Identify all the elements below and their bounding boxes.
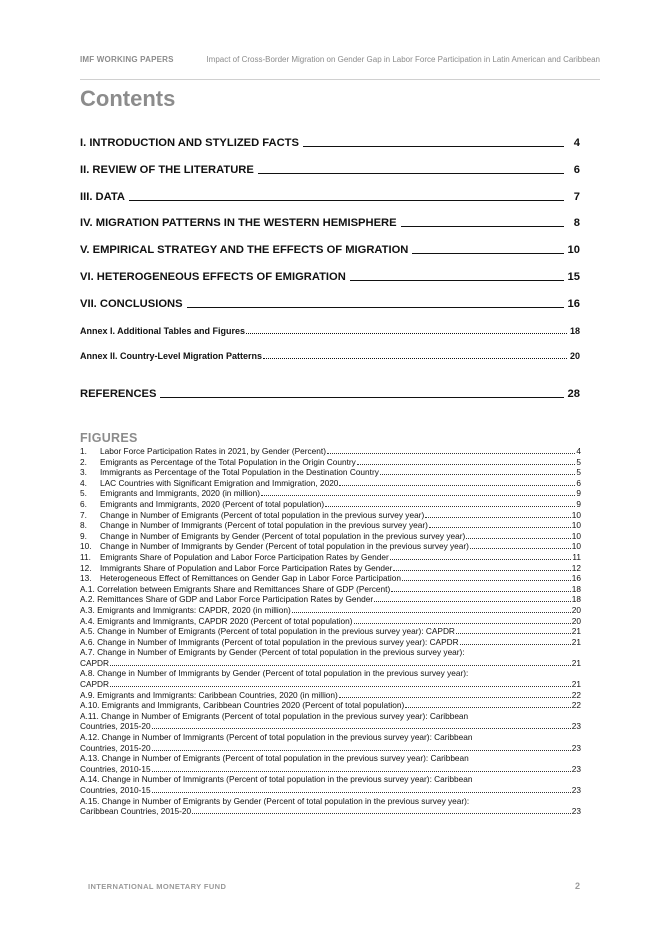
- toc-entry-annex-2[interactable]: [80, 349, 580, 361]
- figures-heading: FIGURES: [80, 431, 138, 445]
- figure-number: 4.: [80, 477, 87, 488]
- figure-number: 10.: [80, 541, 92, 552]
- figure-title: Emigrants as Percentage of the Total Population in the Origin Country: [100, 456, 356, 467]
- toc-entry-page: 7: [573, 191, 580, 203]
- figure-number: 7.: [80, 509, 87, 520]
- figure-entry[interactable]: [80, 594, 581, 605]
- figure-number: 12.: [80, 562, 92, 573]
- leader-dots: [325, 506, 575, 507]
- figure-entry[interactable]: [80, 573, 581, 584]
- figure-page: 21: [571, 636, 581, 647]
- figure-number: 8.: [80, 520, 87, 531]
- toc-entry-label: V. EMPIRICAL STRATEGY AND THE EFFECTS OF MIGRATION: [80, 244, 409, 256]
- leader-line: [401, 226, 564, 227]
- figure-number: 13.: [80, 573, 92, 584]
- figure-entry[interactable]: [80, 563, 581, 574]
- toc-entry-introduction[interactable]: [80, 135, 580, 149]
- figure-page: 4: [576, 446, 581, 456]
- series-name: IMF WORKING PAPERS: [80, 55, 174, 64]
- figure-entry[interactable]: [80, 668, 581, 689]
- figure-title: A.12. Change in Number of Immigrants (Percent of total population in the previous survey year): Caribbean: [80, 732, 473, 743]
- figure-title: A.11. Change in Number of Emigrants (Percent of total population in the previous survey year): Caribbean: [80, 710, 469, 721]
- figure-title-continued: Countries, 2015-20: [80, 742, 151, 753]
- figure-title: Emigrants Share of Population and Labor Force Participation Rates by Gender: [100, 551, 389, 562]
- figure-title: Emigrants and Immigrants, 2020 (in million): [100, 488, 261, 499]
- figure-title: Emigrants and Immigrants, 2020 (Percent of total population): [100, 498, 325, 509]
- leader-line: [303, 146, 564, 147]
- leader-dots: [339, 697, 571, 698]
- leader-line: [187, 307, 564, 308]
- leader-dots: [152, 792, 571, 793]
- figure-page: 21: [571, 657, 581, 668]
- leader-dots: [374, 601, 571, 602]
- figure-entry[interactable]: [80, 552, 581, 563]
- figure-page: 11: [572, 551, 581, 562]
- leader-dots: [456, 633, 571, 634]
- figure-page: 23: [571, 721, 581, 732]
- leader-line: [350, 280, 564, 281]
- leader-dots: [391, 591, 571, 592]
- figure-entry[interactable]: [80, 446, 581, 457]
- running-title: Impact of Cross-Border Migration on Gender Gap in Labor Force Participation in Latin American and Caribbean: [206, 55, 600, 64]
- leader-dots: [425, 517, 571, 518]
- figure-title: Change in Number of Immigrants by Gender (Percent of total population in the previous survey year): [100, 541, 469, 552]
- leader-line: [412, 253, 563, 254]
- figure-page: 16: [571, 573, 581, 584]
- figure-entry[interactable]: [80, 647, 581, 668]
- toc-entry-label: IV. MIGRATION PATTERNS IN THE WESTERN HEMISPHERE: [80, 217, 397, 229]
- leader-dots: [393, 570, 570, 571]
- leader-dots: [152, 750, 571, 751]
- figure-entry[interactable]: [80, 637, 581, 648]
- figure-page: 10: [571, 530, 581, 541]
- footer-publisher: INTERNATIONAL MONETARY FUND: [88, 882, 227, 891]
- toc-entry-heterogeneous-effects[interactable]: [80, 269, 580, 283]
- toc-entry-annex-1[interactable]: [80, 324, 580, 336]
- toc-entry-conclusions[interactable]: [80, 296, 580, 310]
- toc-entry-page: 16: [567, 298, 580, 310]
- leader-line: [160, 397, 563, 398]
- leader-dots: [470, 548, 571, 549]
- leader-dots: [429, 527, 571, 528]
- figure-entry[interactable]: [80, 457, 581, 468]
- leader-dots: [357, 464, 576, 465]
- figure-page: 23: [571, 742, 581, 753]
- leader-dots: [263, 358, 567, 359]
- figure-number: 1.: [80, 446, 87, 456]
- toc-entry-label: Annex II. Country-Level Migration Patterns: [80, 351, 263, 361]
- toc-entry-migration-patterns[interactable]: [80, 215, 580, 229]
- figure-title: Change in Number of Emigrants by Gender (Percent of total population in the previous survey year): [100, 530, 466, 541]
- figure-number: 6.: [80, 498, 87, 509]
- figure-entry[interactable]: [80, 488, 581, 499]
- toc-entry-label: REFERENCES: [80, 388, 157, 400]
- figure-title: A.10. Emigrants and Immigrants, Caribbean Countries 2020 (Percent of total population): [80, 700, 405, 711]
- figure-page: 9: [576, 488, 581, 499]
- figure-page: 5: [576, 467, 581, 478]
- leader-line: [258, 173, 564, 174]
- toc-entry-label: II. REVIEW OF THE LITERATURE: [80, 164, 254, 176]
- toc-entry-label: VII. CONCLUSIONS: [80, 298, 183, 310]
- toc-entry-page: 15: [567, 271, 580, 283]
- figure-page: 20: [571, 604, 581, 615]
- figure-entry[interactable]: [80, 531, 581, 542]
- figure-entry[interactable]: [80, 774, 581, 795]
- figure-title: Change in Number of Emigrants (Percent of total population in the previous survey year): [100, 509, 425, 520]
- figure-entry[interactable]: [80, 467, 581, 478]
- leader-dots: [327, 453, 575, 454]
- figure-title-continued: Countries, 2015-20: [80, 721, 151, 732]
- figure-entry[interactable]: [80, 605, 581, 616]
- figure-title: A.14. Change in Number of Immigrants (Percent of total population in the previous survey year): Caribbean: [80, 774, 473, 785]
- toc-entry-page: 28: [567, 388, 580, 400]
- figure-entry[interactable]: [80, 510, 581, 521]
- toc-entry-page: 4: [573, 137, 580, 149]
- toc-entry-label: VI. HETEROGENEOUS EFFECTS OF EMIGRATION: [80, 271, 346, 283]
- figure-page: 12: [571, 562, 581, 573]
- leader-dots: [152, 728, 571, 729]
- figure-page: 23: [571, 763, 581, 774]
- toc-entry-label: III. DATA: [80, 191, 125, 203]
- figure-title: A.1. Correlation between Emigrants Share and Remittances Share of GDP (Percent): [80, 583, 391, 594]
- toc-entry-label: Annex I. Additional Tables and Figures: [80, 326, 246, 336]
- figure-title: A.6. Change in Number of Immigrants (Percent of total population in the previous survey year): CAPDR: [80, 636, 459, 647]
- page-title: Contents: [80, 86, 176, 111]
- figure-entry[interactable]: [80, 732, 581, 753]
- leader-dots: [466, 538, 571, 539]
- leader-dots: [110, 686, 571, 687]
- figure-page: 18: [571, 583, 581, 594]
- figure-number: 9.: [80, 530, 87, 541]
- figure-title: A.15. Change in Number of Emigrants by Gender (Percent of total population in the previous survey year):: [80, 795, 470, 806]
- figure-page: 5: [576, 456, 581, 467]
- toc-entry-references[interactable]: [80, 386, 580, 400]
- leader-dots: [246, 333, 567, 334]
- leader-dots: [152, 771, 571, 772]
- figure-entry[interactable]: [80, 520, 581, 531]
- figure-entry[interactable]: [80, 690, 581, 701]
- leader-dots: [110, 665, 571, 666]
- figure-entry[interactable]: [80, 499, 581, 510]
- figure-page: 10: [571, 520, 581, 531]
- figure-page: 21: [571, 679, 581, 690]
- leader-line: [129, 200, 564, 201]
- figure-page: 22: [571, 700, 581, 711]
- figure-entry[interactable]: [80, 626, 581, 637]
- figure-number: 3.: [80, 467, 87, 478]
- figure-title: Labor Force Participation Rates in 2021, by Gender (Percent): [100, 446, 326, 456]
- figure-page: 10: [571, 509, 581, 520]
- figure-title: Heterogeneous Effect of Remittances on Gender Gap in Labor Force Participation: [100, 573, 402, 584]
- figure-title: A.3. Emigrants and Immigrants: CAPDR, 2020 (in million): [80, 604, 291, 615]
- toc-entry-page: 18: [569, 326, 580, 336]
- leader-dots: [460, 644, 571, 645]
- leader-dots: [261, 495, 575, 496]
- leader-dots: [354, 623, 571, 624]
- figure-page: 23: [571, 806, 581, 817]
- figures-list: [80, 446, 581, 817]
- figure-title-continued: Countries, 2010-15: [80, 763, 151, 774]
- figure-title: Change in Number of Immigrants (Percent of total population in the previous survey year): [100, 520, 428, 531]
- figure-page: 9: [576, 498, 581, 509]
- figure-title: A.13. Change in Number of Emigrants (Percent of total population in the previous survey year): Caribbean: [80, 753, 469, 764]
- toc-entry-data[interactable]: [80, 189, 580, 203]
- toc-entry-page: 8: [573, 217, 580, 229]
- figure-title-continued: Countries, 2010-15: [80, 785, 151, 795]
- figure-number: 5.: [80, 488, 87, 499]
- figure-title: A.7. Change in Number of Emigrants by Gender (Percent of total population in the previous survey year):: [80, 647, 465, 658]
- figure-title: A.9. Emigrants and Immigrants: Caribbean Countries, 2020 (in million): [80, 689, 338, 700]
- toc-entry-empirical-strategy[interactable]: [80, 242, 580, 256]
- leader-dots: [402, 580, 571, 581]
- figure-number: 2.: [80, 456, 87, 467]
- figure-page: 18: [571, 594, 581, 605]
- footer-page-number: 2: [574, 881, 580, 891]
- figure-title: Immigrants Share of Population and Labor Force Participation Rates by Gender: [100, 562, 393, 573]
- toc-entry-page: 10: [567, 244, 580, 256]
- figure-title: LAC Countries with Significant Emigration and Immigration, 2020: [100, 477, 339, 488]
- toc-entry-page: 20: [569, 351, 580, 361]
- figure-page: 21: [571, 626, 581, 637]
- leader-dots: [339, 485, 575, 486]
- figure-title: A.8. Change in Number of Immigrants by Gender (Percent of total population in the previous survey year):: [80, 668, 469, 679]
- figure-number: 11.: [80, 551, 91, 562]
- figure-title: A.4. Emigrants and Immigrants, CAPDR 2020 (Percent of total population): [80, 615, 353, 626]
- figure-title-continued: CAPDR: [80, 679, 110, 690]
- figure-entry[interactable]: [80, 616, 581, 627]
- leader-dots: [292, 612, 571, 613]
- page-header: [80, 55, 600, 80]
- figure-entry[interactable]: [80, 478, 581, 489]
- figure-title: A.5. Change in Number of Emigrants (Percent of total population in the previous survey year): CAPDR: [80, 626, 455, 637]
- figure-page: 6: [576, 477, 581, 488]
- toc-entry-literature[interactable]: [80, 162, 580, 176]
- figure-entry[interactable]: [80, 711, 581, 732]
- figure-title: A.2. Remittances Share of GDP and Labor Force Participation Rates by Gender: [80, 594, 374, 605]
- figure-entry[interactable]: [80, 796, 581, 817]
- toc-entry-page: 6: [573, 164, 580, 176]
- figure-entry[interactable]: [80, 753, 581, 774]
- figure-page: 10: [571, 541, 581, 552]
- figure-entry[interactable]: [80, 700, 581, 711]
- leader-dots: [380, 474, 576, 475]
- figure-title: Immigrants as Percentage of the Total Population in the Destination Country: [100, 467, 379, 478]
- figure-title-continued: CAPDR: [80, 657, 110, 668]
- figure-entry[interactable]: [80, 541, 581, 552]
- figure-page: 23: [571, 785, 581, 795]
- figure-entry[interactable]: [80, 584, 581, 595]
- leader-dots: [405, 707, 571, 708]
- figure-page: 20: [571, 615, 581, 626]
- leader-dots: [192, 813, 571, 814]
- leader-dots: [390, 559, 572, 560]
- figure-title-continued: Caribbean Countries, 2015-20: [80, 806, 192, 817]
- figure-page: 22: [571, 689, 581, 700]
- toc-entry-label: I. INTRODUCTION AND STYLIZED FACTS: [80, 137, 299, 149]
